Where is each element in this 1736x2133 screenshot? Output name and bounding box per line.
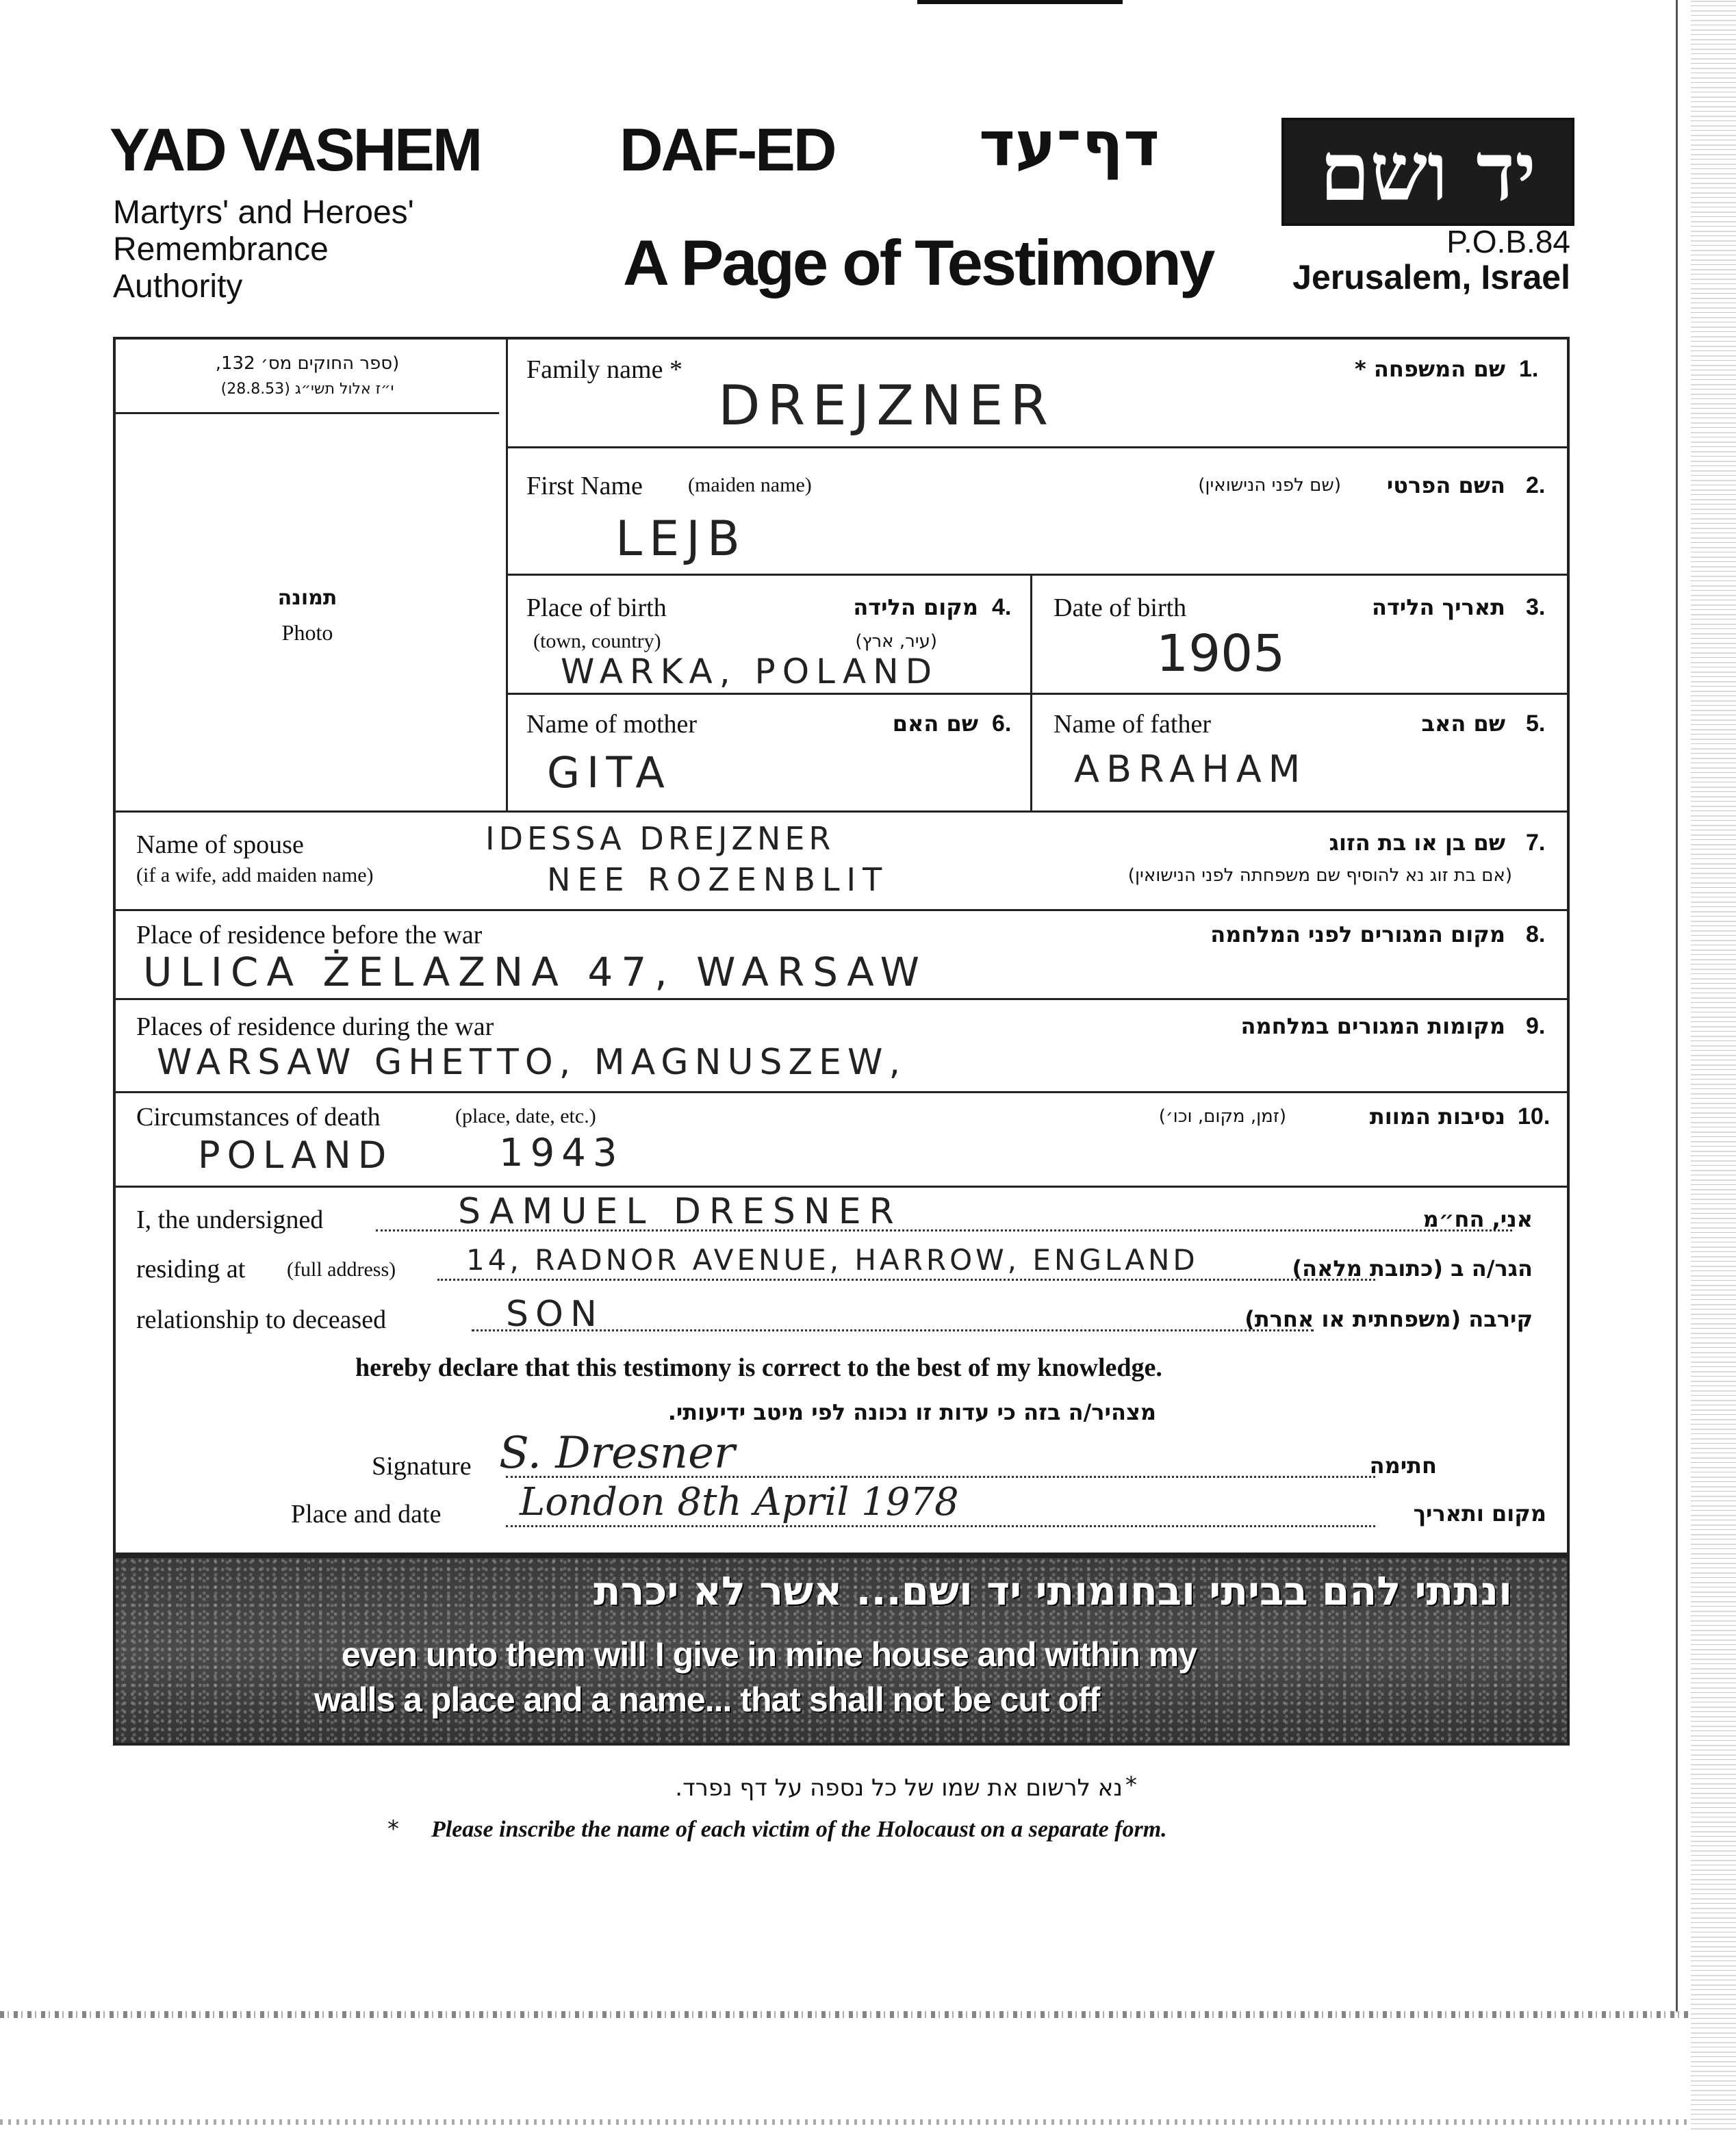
death-circumstances-note-hebrew: (זמן, מקום, וכו׳) xyxy=(1158,1106,1286,1127)
family-name-label: Family name * xyxy=(526,355,682,384)
place-of-birth-value[interactable]: WARKA, POLAND xyxy=(561,652,939,691)
father-name-label: Name of father xyxy=(1054,710,1211,739)
logo-text: יד ושם xyxy=(1319,124,1537,219)
banner-hebrew: ונתתי להם בביתי ובחומותי יד ושם... אשר לא יכרת xyxy=(593,1568,1512,1614)
death-place-value[interactable]: POLAND xyxy=(198,1134,394,1177)
scan-noise-bottom-2 xyxy=(0,2119,1691,2125)
mother-name-label-hebrew: שם האם xyxy=(892,711,978,737)
field-number-3: 3. xyxy=(1526,594,1546,620)
spouse-label-hebrew: שם בן או בת הזוג xyxy=(1329,830,1505,856)
relationship-label: relationship to deceased xyxy=(136,1305,387,1334)
field-number-8: 8. xyxy=(1526,921,1546,947)
mother-name-label: Name of mother xyxy=(526,710,698,739)
residence-before-label: Place of residence before the war xyxy=(136,921,483,949)
undersigned-label-hebrew: אני, הח״מ xyxy=(1422,1206,1533,1232)
law-line-2: י״ז אלול תשי״ג (28.8.53) xyxy=(220,381,394,398)
date-of-birth-value[interactable]: 1905 xyxy=(1156,624,1286,683)
place-of-birth-note-hebrew: (עיר, ארץ) xyxy=(855,631,937,652)
declaration-statement: hereby declare that this testimony is correct to the best of my knowledge. xyxy=(355,1353,1162,1382)
page-edge xyxy=(1676,0,1678,2013)
field-number-5: 5. xyxy=(1526,711,1546,737)
mother-name-value[interactable]: GITA xyxy=(547,748,672,797)
scan-noise-right xyxy=(1691,0,1736,2133)
place-of-birth-note: (town, country) xyxy=(533,630,661,652)
field-number-2: 2. xyxy=(1526,472,1546,498)
org-subtitle-2: Remembrance xyxy=(113,231,329,268)
residence-before-label-hebrew: מקום המגורים לפני המלחמה xyxy=(1210,921,1505,947)
org-subtitle-3: Authority xyxy=(113,268,243,305)
first-name-note-hebrew: (שם לפני הנישואין) xyxy=(1198,475,1341,496)
spouse-maiden-value[interactable]: NEE ROZENBLIT xyxy=(547,861,889,898)
residing-value[interactable]: 14, RADNOR AVENUE, HARROW, ENGLAND xyxy=(466,1243,1199,1277)
page-title: A Page of Testimony xyxy=(623,227,1214,298)
city-text: Jerusalem, Israel xyxy=(1292,258,1570,296)
footnote-asterisk-hebrew: * xyxy=(1125,1772,1137,1799)
undersigned-value[interactable]: SAMUEL DRESNER xyxy=(458,1191,902,1232)
first-name-note: (maiden name) xyxy=(688,474,812,496)
residing-label: residing at xyxy=(136,1255,246,1283)
declaration-statement-hebrew: מצהיר/ה בזה כי עדות זו נכונה לפי מיטב ידיעותי. xyxy=(667,1399,1156,1425)
residence-during-label-hebrew: מקומות המגורים במלחמה xyxy=(1240,1013,1505,1039)
field-number-7: 7. xyxy=(1526,830,1546,856)
place-date-label-hebrew: מקום ותאריך xyxy=(1413,1500,1546,1527)
relationship-value[interactable]: SON xyxy=(506,1294,604,1335)
footnote-hebrew: נא לרשום את שמו של כל נספה על דף נפרד. xyxy=(675,1774,1123,1802)
field-number-6: 6. xyxy=(992,711,1012,737)
footnote-asterisk: * xyxy=(387,1815,399,1843)
family-name-label-hebrew: שם המשפחה * xyxy=(1355,356,1505,382)
photo-label-hebrew: תמונה xyxy=(277,586,337,610)
spouse-label: Name of spouse xyxy=(136,830,304,859)
signature-value[interactable]: S. Dresner xyxy=(499,1428,735,1479)
death-circumstances-label: Circumstances of death xyxy=(136,1103,381,1132)
signature-label-hebrew: חתימה xyxy=(1369,1453,1437,1479)
death-year-value[interactable]: 1943 xyxy=(499,1131,624,1175)
field-number-10: 10. xyxy=(1518,1103,1550,1129)
place-of-birth-label-hebrew: מקום הלידה xyxy=(853,594,978,620)
death-circumstances-note: (place, date, etc.) xyxy=(455,1105,596,1127)
pob-text: P.O.B.84 xyxy=(1446,224,1570,259)
spouse-value[interactable]: IDESSA DREJZNER xyxy=(485,820,835,857)
father-name-value[interactable]: ABRAHAM xyxy=(1074,748,1307,791)
scripture-banner xyxy=(113,1555,1570,1746)
spouse-note-hebrew: (אם בת זוג נא להוסיף שם משפחתה לפני הנישואין) xyxy=(1127,865,1512,886)
first-name-label: First Name xyxy=(526,472,643,500)
org-subtitle-1: Martyrs' and Heroes' xyxy=(113,194,414,231)
relationship-label-hebrew: קירבה (משפחתית או אחרת) xyxy=(1244,1306,1533,1332)
family-name-value[interactable]: DREJZNER xyxy=(718,374,1056,437)
law-line-1: (ספר החוקים מס׳ 132, xyxy=(215,353,400,374)
residing-label-hebrew: הגר/ה ב (כתובת מלאה) xyxy=(1292,1255,1533,1281)
place-date-value[interactable]: London 8th April 1978 xyxy=(520,1480,959,1524)
spouse-note: (if a wife, add maiden name) xyxy=(136,864,374,886)
first-name-value[interactable]: LEJB xyxy=(615,511,747,567)
photo-label: Photo xyxy=(281,620,333,645)
daf-ed-hebrew: דף־עד xyxy=(979,108,1160,180)
residing-note: (full address) xyxy=(287,1258,396,1281)
signature-label: Signature xyxy=(372,1452,472,1481)
field-number-4: 4. xyxy=(992,594,1012,620)
undersigned-label: I, the undersigned xyxy=(136,1205,324,1234)
residence-during-label: Places of residence during the war xyxy=(136,1012,494,1041)
banner-english-line-1: even unto them will I give in mine house and within my xyxy=(342,1635,1197,1674)
org-name: YAD VASHEM xyxy=(110,116,481,183)
yad-vashem-logo xyxy=(1281,118,1574,226)
footnote-english: Please inscribe the name of each victim of the Holocaust on a separate form. xyxy=(431,1817,1167,1842)
daf-ed-title: DAF-ED xyxy=(620,116,835,183)
testimony-form xyxy=(113,337,1570,1555)
death-circumstances-label-hebrew: נסיבות המוות xyxy=(1369,1103,1505,1129)
place-date-label: Place and date xyxy=(291,1500,442,1529)
field-number-1: 1. xyxy=(1519,356,1539,382)
banner-english-line-2: walls a place and a name... that shall not be cut off xyxy=(314,1681,1100,1719)
place-of-birth-label: Place of birth xyxy=(526,593,667,622)
date-of-birth-label-hebrew: תאריך הלידה xyxy=(1371,594,1505,620)
scan-noise-bottom xyxy=(0,2011,1691,2018)
first-name-label-hebrew: השם הפרטי xyxy=(1386,472,1505,498)
date-of-birth-label: Date of birth xyxy=(1054,593,1187,622)
scan-mark-top xyxy=(917,0,1123,4)
father-name-label-hebrew: שם האב xyxy=(1421,711,1505,737)
residence-before-value[interactable]: ULICA ŻELAZNA 47, WARSAW xyxy=(143,949,928,995)
field-number-9: 9. xyxy=(1526,1013,1546,1039)
residence-during-value[interactable]: WARSAW GHETTO, MAGNUSZEW, xyxy=(157,1042,906,1083)
